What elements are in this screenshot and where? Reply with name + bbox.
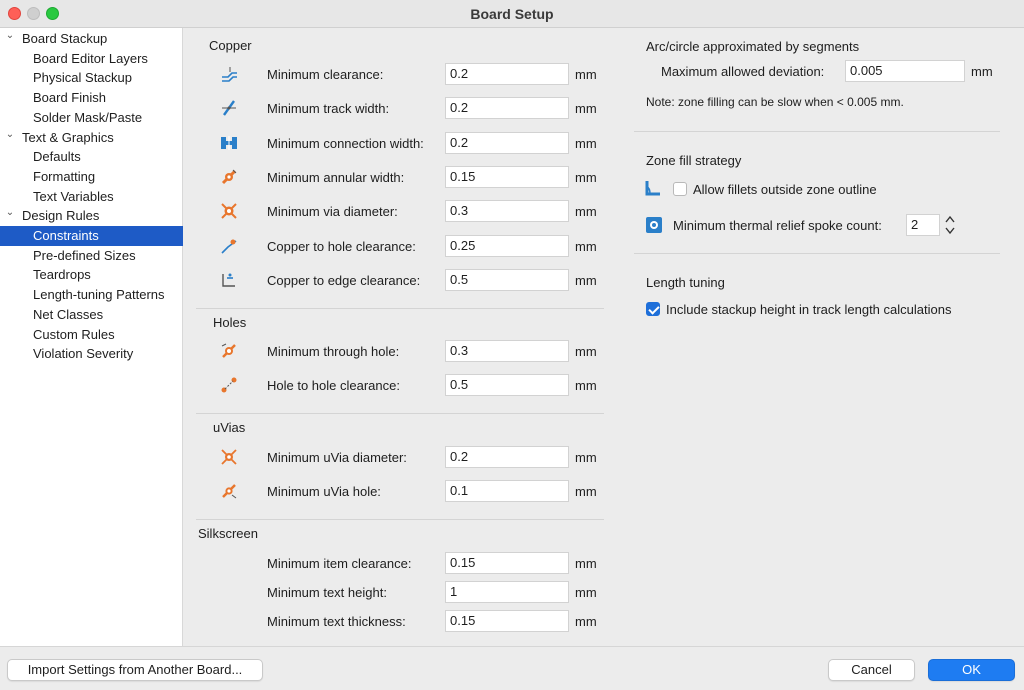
constraint-label: Copper to hole clearance: [267, 238, 416, 254]
constraint-label: Hole to hole clearance: [267, 378, 400, 393]
constraint-unit: mm [575, 238, 597, 254]
sidebar-item[interactable] [0, 167, 183, 187]
constraint-unit: mm [575, 67, 597, 82]
constraint-input[interactable]: 0.5 [445, 269, 569, 291]
constraint-unit: mm [575, 204, 597, 220]
sidebar-item[interactable] [0, 206, 183, 226]
constraint-input[interactable]: 0.15 [445, 552, 569, 574]
constraints-panel [184, 28, 1024, 646]
constraint-input[interactable]: 1 [445, 581, 569, 603]
through-hole-icon [220, 342, 238, 360]
sidebar-item-label: Defaults [33, 149, 81, 165]
constraint-input[interactable]: 0.1 [445, 480, 569, 502]
allow-fillets-label: Allow fillets outside zone outline [693, 182, 877, 197]
sidebar-item[interactable] [0, 147, 183, 167]
sidebar-item[interactable] [0, 246, 183, 266]
sidebar-item[interactable] [0, 344, 183, 364]
sidebar-item[interactable] [0, 265, 183, 285]
chevron-down-icon[interactable]: ⌄ [5, 128, 15, 140]
dialog-footer [0, 646, 1024, 690]
constraint-label: Minimum through hole: [267, 344, 400, 359]
divider [634, 131, 1000, 132]
sidebar-item[interactable] [0, 68, 183, 88]
sidebar-item[interactable] [0, 226, 183, 246]
constraint-input[interactable]: 0.3 [445, 340, 569, 362]
window-title: Board Setup [470, 6, 554, 22]
sidebar-item-label: Text & Graphics [22, 129, 114, 145]
length-section-title: Length tuning [646, 275, 725, 290]
hole-to-hole-icon [220, 376, 238, 394]
spoke-count-stepper[interactable] [944, 214, 956, 236]
max-deviation-label: Maximum allowed deviation: [661, 64, 825, 79]
clearance-icon [220, 65, 238, 83]
constraint-label: Minimum via diameter: [267, 204, 398, 220]
uvia-diameter-icon [220, 448, 238, 466]
constraint-input[interactable]: 0.15 [445, 166, 569, 188]
constraint-input[interactable]: 0.2 [445, 132, 569, 154]
constraint-input[interactable]: 0.25 [445, 235, 569, 257]
allow-fillets-checkbox[interactable] [673, 182, 687, 196]
sidebar-item-label: Length-tuning Patterns [33, 287, 165, 303]
sidebar-item-label: Formatting [33, 168, 96, 184]
sidebar-item-label: Text Variables [33, 188, 114, 204]
constraint-unit: mm [575, 614, 597, 629]
divider [634, 253, 1000, 254]
sidebar-item-label: Custom Rules [33, 326, 115, 342]
constraint-unit: mm [575, 484, 597, 499]
constraint-label: Minimum uVia hole: [267, 484, 381, 499]
sidebar-item-label: Net Classes [33, 306, 104, 322]
settings-tree [0, 28, 183, 646]
sidebar-item[interactable] [0, 108, 183, 128]
connection-width-icon [220, 134, 238, 152]
uvias-section-title: uVias [213, 420, 246, 435]
zone-section-title: Zone fill strategy [646, 153, 742, 168]
copper-section-title: Copper [209, 38, 252, 53]
max-deviation-input[interactable]: 0.005 [845, 60, 965, 82]
constraint-unit: mm [575, 450, 597, 465]
sidebar-item-label: Pre-defined Sizes [33, 247, 136, 263]
constraint-input[interactable]: 0.15 [445, 610, 569, 632]
spoke-count-input[interactable]: 2 [906, 214, 940, 236]
constraint-label: Minimum uVia diameter: [267, 450, 407, 465]
constraint-unit: mm [575, 344, 597, 359]
sidebar-item[interactable] [0, 128, 183, 148]
constraint-unit: mm [575, 585, 597, 600]
chevron-down-icon[interactable]: ⌄ [5, 30, 15, 41]
sidebar-item-label: Design Rules [22, 208, 100, 224]
sidebar-item-label: Board Editor Layers [33, 50, 148, 66]
silkscreen-section-title: Silkscreen [198, 526, 258, 541]
track-width-icon [220, 99, 238, 117]
fillet-icon [644, 179, 662, 197]
constraint-unit: mm [575, 556, 597, 571]
arc-section-title: Arc/circle approximated by segments [646, 39, 860, 54]
include-stackup-label: Include stackup height in track length calculations [666, 302, 952, 317]
divider [196, 413, 604, 414]
sidebar-item[interactable] [0, 187, 183, 207]
constraint-input[interactable]: 0.2 [445, 97, 569, 119]
title-bar [0, 0, 1024, 28]
sidebar-item-label: Constraints [33, 228, 99, 243]
import-settings-button[interactable]: Import Settings from Another Board... [7, 659, 263, 681]
sidebar-item-label: Board Stackup [22, 31, 108, 46]
sidebar-item[interactable] [0, 29, 183, 49]
chevron-down-icon[interactable]: ⌄ [5, 207, 15, 219]
constraint-label: Minimum connection width: [267, 135, 424, 151]
constraint-input[interactable]: 0.3 [445, 200, 569, 222]
constraint-label: Minimum item clearance: [267, 556, 412, 571]
max-deviation-unit: mm [971, 64, 993, 79]
cancel-button[interactable]: Cancel [828, 659, 915, 681]
holes-section-title: Holes [213, 315, 247, 330]
constraint-input[interactable]: 0.2 [445, 63, 569, 85]
ok-button[interactable]: OK [928, 659, 1015, 681]
constraint-label: Minimum track width: [267, 101, 390, 117]
constraint-unit: mm [575, 135, 597, 151]
via-diameter-icon [220, 202, 238, 220]
sidebar-item[interactable] [0, 285, 183, 305]
sidebar-item-label: Solder Mask/Paste [33, 109, 143, 125]
constraint-label: Minimum annular width: [267, 169, 405, 185]
constraint-label: Minimum text thickness: [267, 614, 406, 629]
constraint-unit: mm [575, 101, 597, 117]
sidebar-item-label: Board Finish [33, 90, 106, 106]
sidebar-item-label: Teardrops [33, 267, 91, 283]
constraint-input[interactable]: 0.5 [445, 374, 569, 396]
sidebar-item-label: Violation Severity [33, 346, 134, 362]
constraint-label: Minimum text height: [267, 585, 387, 600]
constraint-label: Copper to edge clearance: [267, 272, 421, 288]
constraint-input[interactable]: 0.2 [445, 446, 569, 468]
divider [196, 308, 604, 309]
constraint-unit: mm [575, 169, 597, 185]
sidebar-item[interactable] [0, 305, 183, 325]
include-stackup-checkbox[interactable] [646, 302, 660, 316]
hole-clearance-icon [220, 237, 238, 255]
sidebar-item[interactable] [0, 49, 183, 69]
sidebar-item[interactable] [0, 88, 183, 108]
constraint-label: Minimum clearance: [267, 67, 384, 82]
zone-fill-note: Note: zone filling can be slow when < 0.005 mm. [646, 95, 904, 109]
spoke-count-label: Minimum thermal relief spoke count: [673, 218, 882, 233]
sidebar-item-label: Physical Stackup [33, 70, 132, 86]
divider [196, 519, 604, 520]
constraint-unit: mm [575, 272, 597, 288]
sidebar-item[interactable] [0, 325, 183, 345]
uvia-hole-icon [220, 482, 238, 500]
annular-width-icon [220, 168, 238, 186]
thermal-spoke-icon [645, 216, 663, 234]
constraint-unit: mm [575, 378, 597, 393]
edge-clearance-icon [220, 271, 238, 289]
